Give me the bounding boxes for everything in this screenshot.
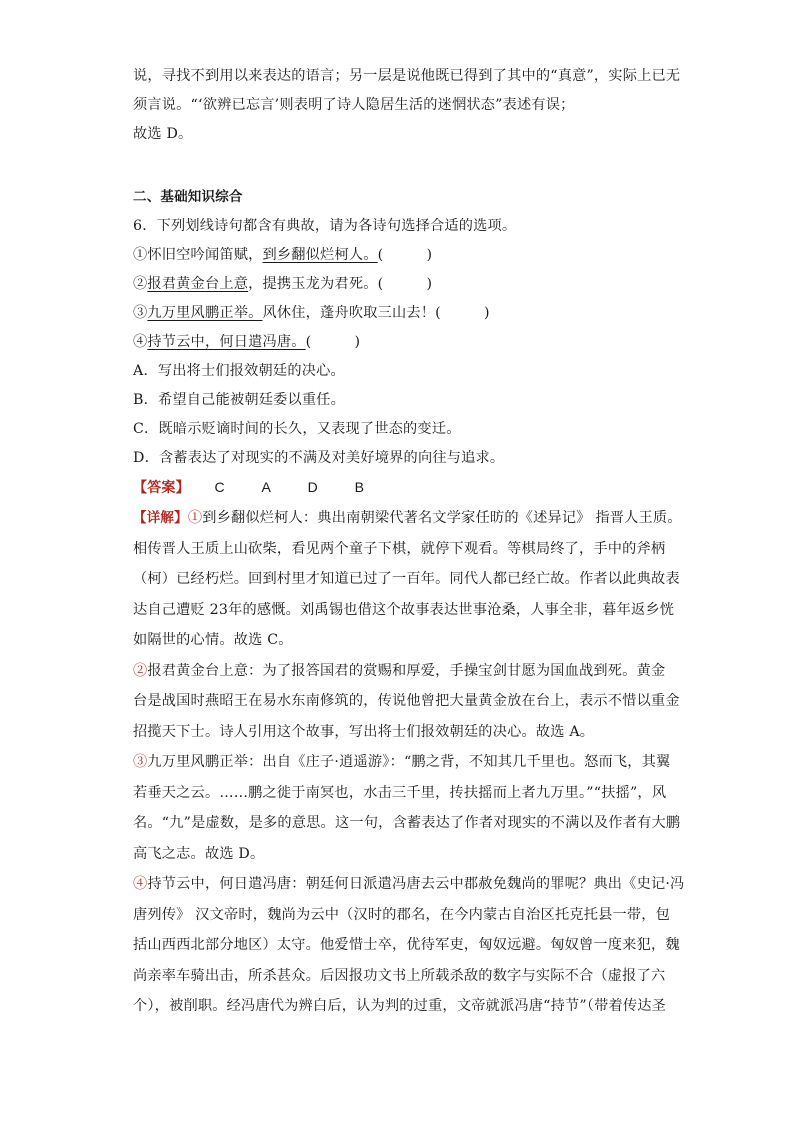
- detail-text: 到乡翻似烂柯人：典出南朝梁代著名文学家任昉的《述异记》 指晋人王质。: [202, 510, 682, 526]
- answer-value: D: [307, 479, 318, 495]
- question-item-3: [133, 299, 663, 328]
- answer-row: [133, 473, 663, 503]
- section-heading: 二、基础知识综合: [133, 189, 243, 205]
- detail-p4-line-5: 个），被削职。经冯唐代为辨白后，认为判的过重，文帝就派冯唐“持节”（带着传达圣: [133, 998, 667, 1014]
- detail-number: ④: [133, 876, 148, 892]
- document-page: [133, 62, 685, 1022]
- item-number: ②: [133, 276, 148, 292]
- item-post-text: 风休住，蓬舟吹取三山去！( ): [262, 305, 490, 321]
- detail-p2-line-3: 招揽天下士。诗人引用这个故事，写出将士们报效朝廷的决心。故选 A。: [133, 723, 595, 740]
- answer-label: 【答案】: [133, 479, 190, 495]
- option-b: B．希望自己能被朝廷委以重任。: [133, 392, 346, 408]
- detail-p3-line-3: 名。“九”是虚数，是多的意思。这一句，含蓄表达了作者对现实的不满以及作者有大鹏: [133, 815, 681, 831]
- question-stem: 6．下列划线诗句都含有典故，请为各诗句选择合适的选项。: [133, 218, 517, 234]
- spacer: [133, 149, 663, 183]
- detail-label: 【详解】: [133, 510, 188, 526]
- item-underlined-text: 到乡翻似烂柯人。: [262, 247, 378, 263]
- item-number: ④: [133, 334, 148, 350]
- detail-p1-line-3: （柯）已经朽烂。回到村里才知道已过了一百年。同代人都已经亡故。作者以此典故表: [133, 571, 680, 587]
- detail-p3-line-2: 若垂天之云。……鹏之徙于南冥也，水击三千里，抟扶摇而上者九万里。”“扶摇”，风: [133, 784, 667, 801]
- item-post-text: ( ): [377, 247, 433, 263]
- item-number: ①: [133, 247, 148, 263]
- detail-number: ①: [187, 510, 203, 526]
- option-d: D．含蓄表达了对现实的不满及对美好境界的向往与追求。: [133, 450, 505, 466]
- detail-p3-line-1: [133, 747, 671, 778]
- detail-text: 九万里风鹏正举：出自《庄子·逍遥游》：“鹏之背，不知其几千里也。怒而飞，其翼: [147, 754, 671, 770]
- detail-p4-line-4: 尚亲率车骑出击，所杀甚众。后因报功文书上所载杀敌的数字与实际不合（虚报了六: [133, 967, 666, 984]
- intro-line-2: 须言说。“‘欲辨已忘言’则表明了诗人隐居生活的迷惘状态”表述有误；: [133, 97, 575, 113]
- item-number: ③: [133, 305, 148, 321]
- detail-p2-line-2: 台是战国时燕昭王在易水东南修筑的，传说他曾把大量黄金放在台上，表示不惜以重金: [133, 693, 680, 709]
- detail-p1-line-5: 如隔世的心情。故选 C。: [133, 632, 293, 648]
- option-a: A．写出将士们报效朝廷的决心。: [133, 363, 345, 379]
- detail-text: 报君黄金台上意：为了报答国君的赏赐和厚爱，手操宝剑甘愿为国血战到死。黄金: [147, 662, 666, 679]
- option-c: C．既暗示贬谪时间的长久，又表现了世态的变迁。: [133, 421, 461, 437]
- answer-value: A: [261, 479, 271, 495]
- item-underlined-text: 持节云中，何日遣冯唐。: [147, 334, 306, 350]
- detail-p3-line-4: 高飞之志。故选 D。: [133, 845, 265, 862]
- item-underlined-text: 九万里风鹏正举。: [147, 305, 263, 321]
- detail-p4-line-1: [133, 869, 685, 900]
- detail-p4-line-3: 括山西西北部分地区）太守。他爱惜士卒，优待军吏，匈奴远避。匈奴曾一度来犯，魏: [133, 937, 680, 953]
- detail-p1-line-2: 相传晋人王质上山砍柴，看见两个童子下棋，就停下观看。等棋局终了，手中的斧柄: [133, 540, 666, 557]
- detail-number: ②: [133, 662, 148, 679]
- item-underlined-text: 报君黄金台上意: [147, 276, 249, 292]
- answer-value: C: [214, 479, 225, 495]
- item-post-text: ，提携玉龙为君死。( ): [248, 276, 433, 292]
- detail-text: 持节云中，何日遣冯唐：朝廷何日派遣冯唐去云中郡赦免魏尚的罪呢？典出《史记·冯: [147, 876, 685, 892]
- intro-line-3: 故选 D。: [133, 126, 193, 142]
- detail-p1-line-4: 达自己遭贬 23年的感慨。刘禹锡也借这个故事表达世事沧桑，人事全非，暮年返乡恍: [133, 601, 675, 618]
- item-pre-text: 怀旧空吟闻笛赋，: [147, 247, 263, 263]
- question-item-1: [133, 241, 663, 270]
- item-post-text: ( ): [305, 334, 361, 350]
- answer-value: B: [354, 479, 365, 495]
- detail-p1-line-1: [133, 503, 682, 534]
- detail-number: ③: [133, 754, 148, 770]
- detail-p4-line-2: 唐列传》 汉文帝时，魏尚为云中（汉时的郡名，在今内蒙古自治区托克托县一带，包: [133, 906, 671, 923]
- question-item-2: [133, 270, 663, 299]
- question-item-4: [133, 328, 663, 357]
- intro-line-1: 说，寻找不到用以来表达的语言；另一层是说他既已得到了其中的“真意”，实际上已无: [133, 68, 681, 84]
- detail-p2-line-1: [133, 656, 666, 687]
